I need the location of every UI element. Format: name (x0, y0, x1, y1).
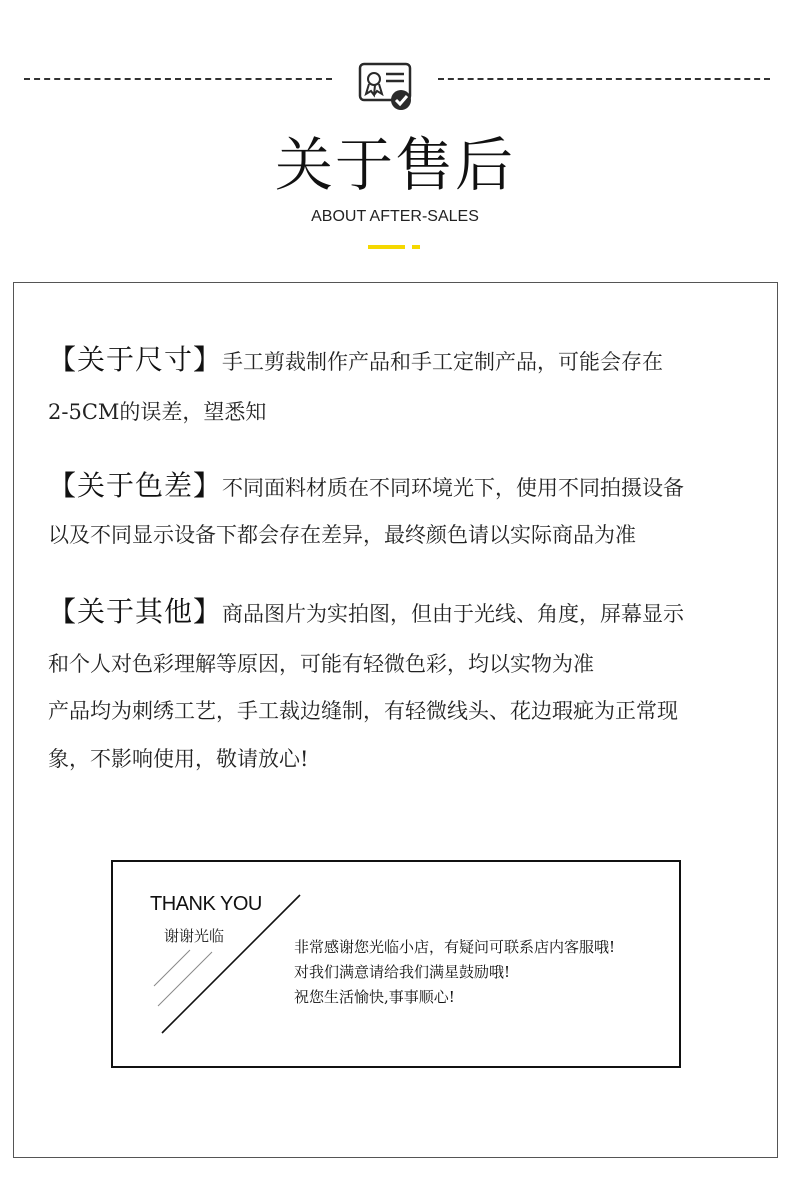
certificate-check-icon (356, 60, 416, 112)
section-heading: 【关于其他】 (48, 595, 223, 628)
section-size-line2: 2-5CM的误差，望悉知 (48, 400, 267, 424)
section-other-line4: 象，不影响使用，敬请放心! (48, 747, 309, 771)
accent-bar (368, 245, 405, 249)
divider-left (24, 78, 332, 80)
card-message-2: 对我们满意请给我们满星鼓励哦! (294, 963, 511, 981)
card-title-en: THANK YOU (150, 893, 262, 915)
card-message-3: 祝您生活愉快,事事顺心! (294, 988, 455, 1006)
accent-dot (412, 245, 420, 249)
section-text: 不同面料材质在不同环境光下，使用不同拍摄设备 (222, 476, 685, 500)
page-title: 关于售后 (274, 131, 515, 199)
section-heading: 【关于尺寸】 (48, 343, 223, 376)
section-other-line1 (48, 595, 685, 628)
section-color-line1 (48, 469, 685, 502)
section-text: 商品图片为实拍图，但由于光线、角度，屏幕显示 (222, 602, 685, 626)
section-other-line3: 产品均为刺绣工艺，手工裁边缝制，有轻微线头、花边瑕疵为正常现 (48, 699, 678, 723)
card-message-1: 非常感谢您光临小店，有疑问可联系店内客服哦! (294, 938, 616, 956)
section-size-line1 (48, 343, 664, 376)
divider-right (438, 78, 770, 80)
section-color-line2: 以及不同显示设备下都会存在差异，最终颜色请以实际商品为准 (48, 523, 636, 547)
section-other-line2: 和个人对色彩理解等原因，可能有轻微色彩，均以实物为准 (48, 652, 594, 676)
page-subtitle: ABOUT AFTER-SALES (311, 208, 479, 225)
card-title-cn: 谢谢光临 (164, 927, 225, 945)
card-decoration (140, 890, 310, 1040)
section-heading: 【关于色差】 (48, 469, 223, 502)
section-text: 手工剪裁制作产品和手工定制产品，可能会存在 (222, 350, 664, 374)
